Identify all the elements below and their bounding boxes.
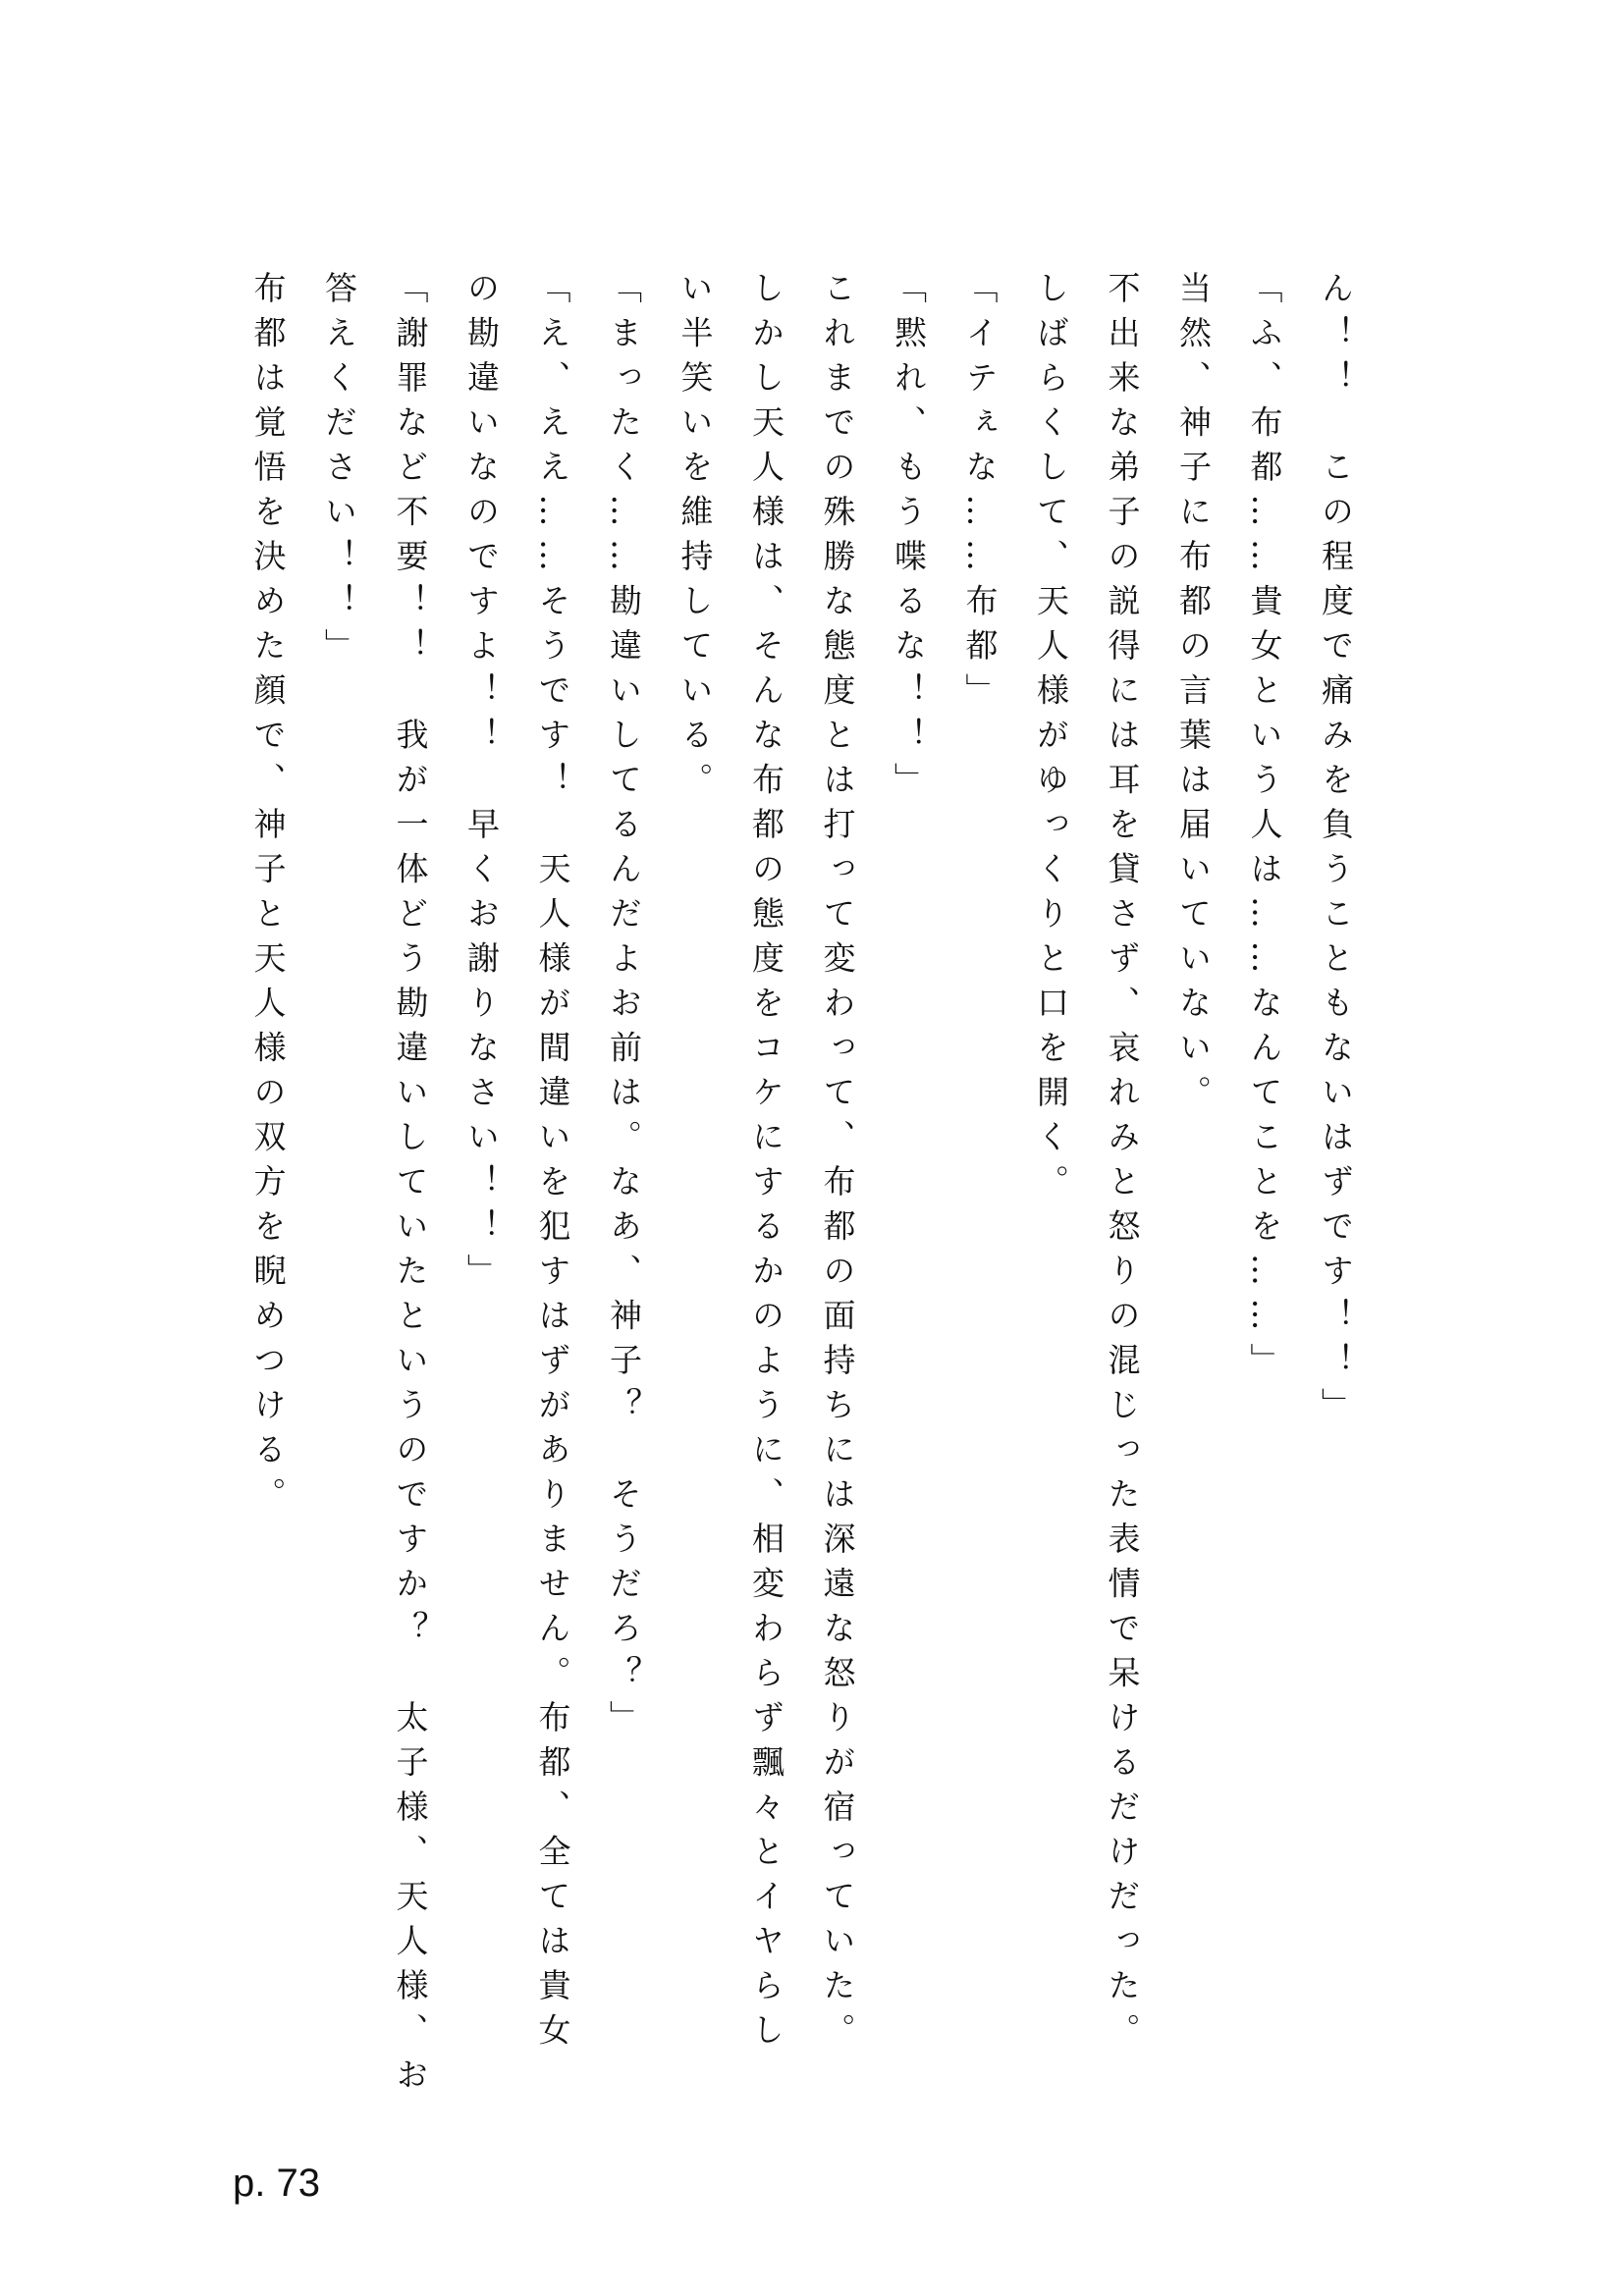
text-line: 「謝罪など不要！！ 我が一体どう勘違いしていたというのですか？ 太子様、天人様、お bbox=[391, 271, 430, 2103]
text-line: 答えください！！」 bbox=[320, 271, 358, 673]
text-line: 布都は覚悟を決めた顔で、神子と天人様の双方を睨めつける。 bbox=[248, 271, 288, 1522]
text-line: 「イテぇな……布都」 bbox=[960, 271, 1000, 718]
text-line: しかし天人様は、そんな布都の態度をコケにするかのように、相変わらず飄々とイヤらし bbox=[747, 271, 785, 2057]
text-line: の勘違いなのですよ！！ 早くお謝りなさい！！」 bbox=[462, 271, 501, 1299]
text-line: これまでの殊勝な態度とは打って変わって、布都の面持ちには深遠な怒りが宿っていた。 bbox=[818, 271, 857, 2057]
text-line: 「え、ええ……そうです！ 天人様が間違いを犯すはずがありません。布都、全ては貴女 bbox=[533, 271, 572, 2057]
text-line: ん！！ この程度で痛みを負うこともないはずです！！」 bbox=[1317, 271, 1355, 1432]
page-number: p. 73 bbox=[233, 2162, 320, 2205]
text-line: 不出来な弟子の説得には耳を貸さず、哀れみと怒りの混じった表情で呆けるだけだった。 bbox=[1103, 271, 1142, 2057]
text-line: 当然、神子に布都の言葉は届いていない。 bbox=[1174, 271, 1213, 1120]
text-line: しばらくして、天人様がゆっくりと口を開く。 bbox=[1032, 271, 1070, 1209]
text-line: 「まったく……勘違いしてるんだよお前は。なあ、神子？ そうだろ？」 bbox=[605, 271, 643, 1745]
text-line: 「黙れ、もう喋るな！！」 bbox=[890, 271, 928, 807]
vertical-text-body bbox=[232, 271, 1371, 2195]
text-line: 「ふ、布都……貴女という人は……なんてことを……」 bbox=[1245, 271, 1284, 1388]
text-line: い半笑いを維持している。 bbox=[676, 271, 715, 807]
